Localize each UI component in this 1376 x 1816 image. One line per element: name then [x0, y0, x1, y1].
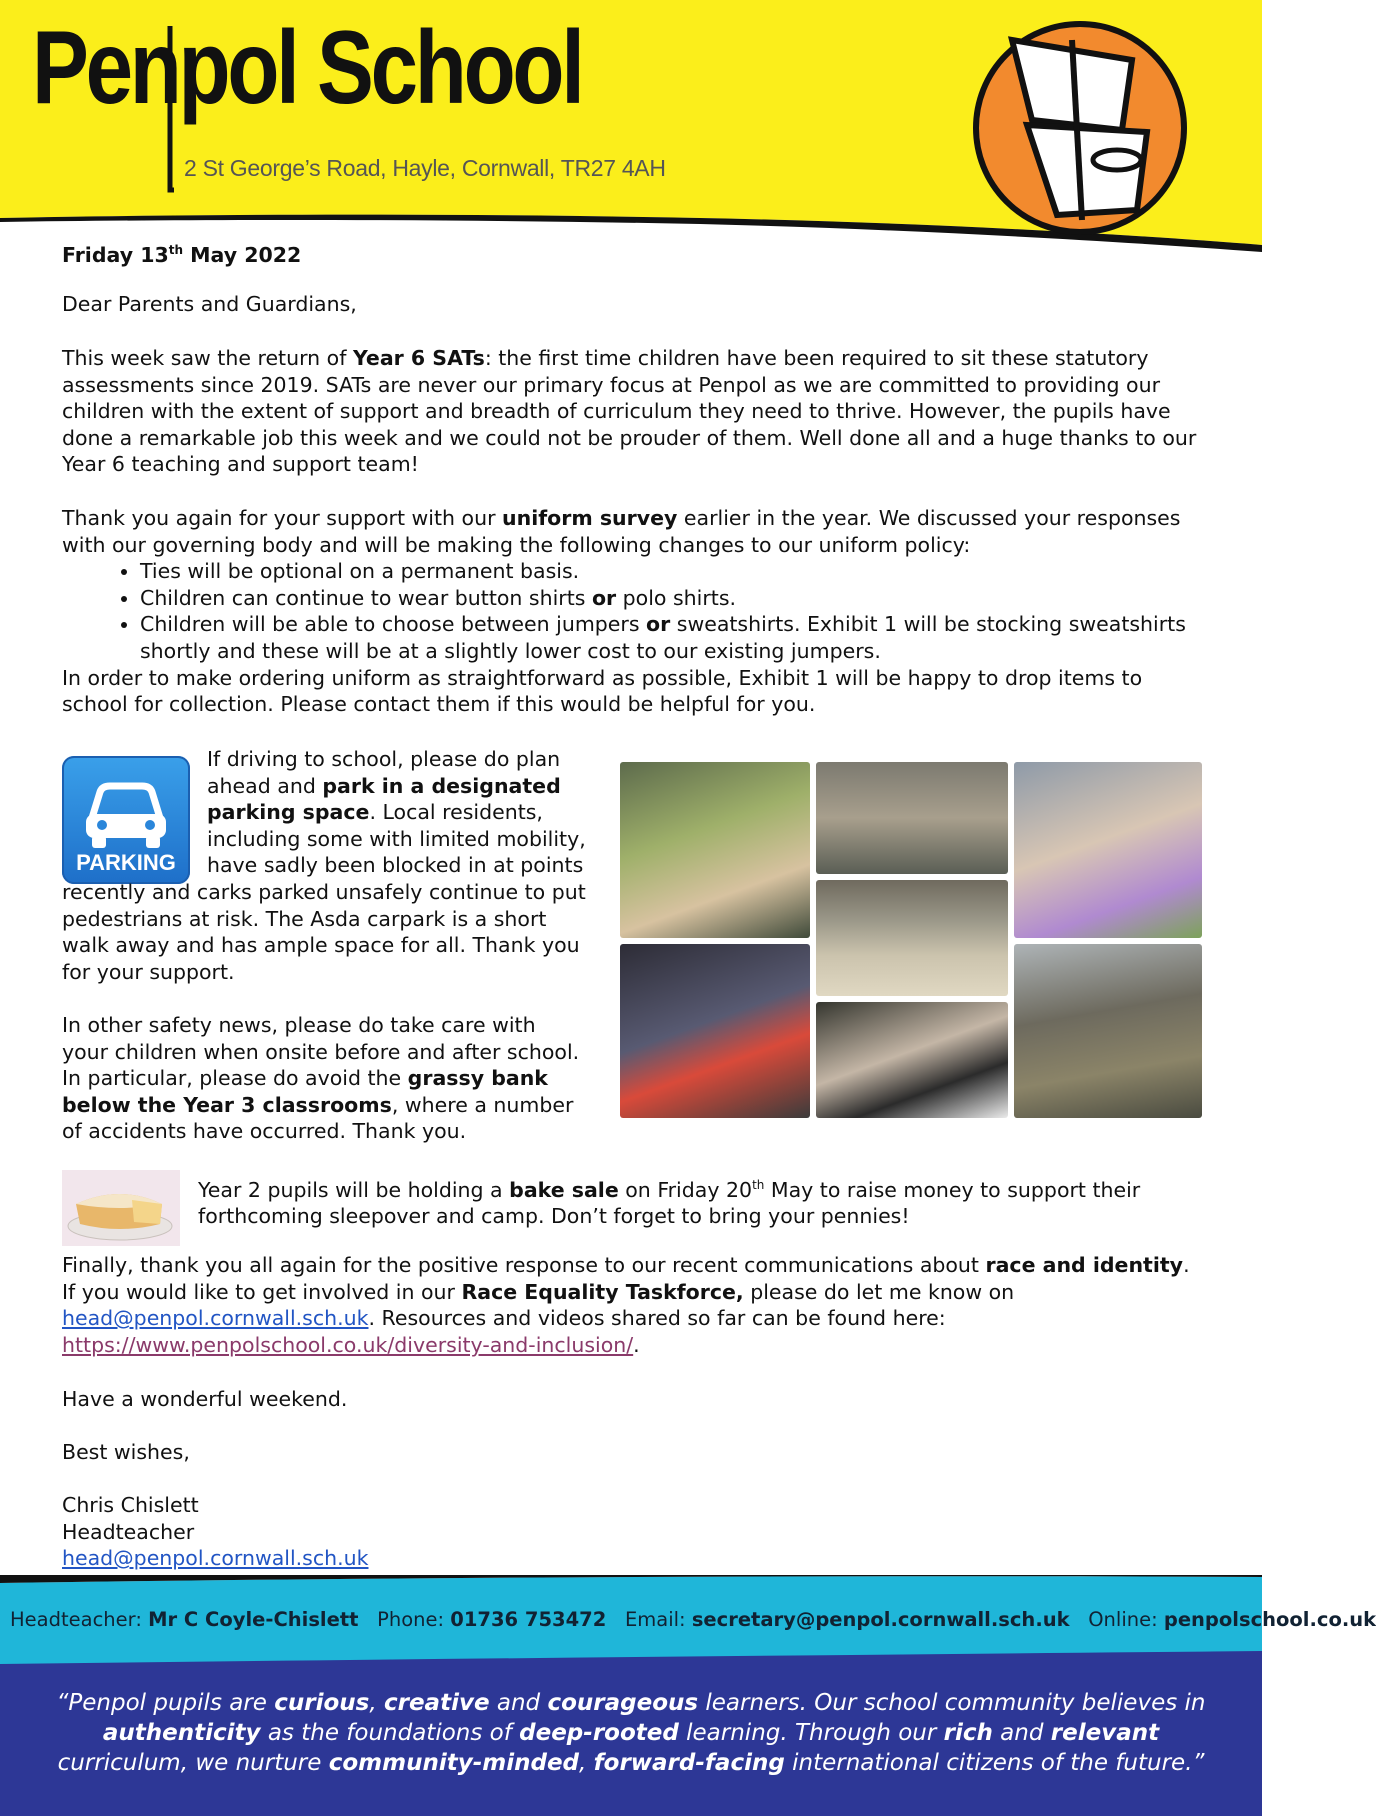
- date-day: Friday 13: [62, 242, 169, 267]
- closing: [62, 1386, 1202, 1413]
- letterhead: [0, 0, 1262, 260]
- footer-email: secretary@penpol.cornwall.sch.uk: [691, 1608, 1070, 1631]
- signature-email-link[interactable]: head@penpol.cornwall.sch.uk: [62, 1546, 369, 1571]
- uniform-ordering-text: In order to make ordering uniform as straightforward as possible, Exhibit 1 will be happy to drop items to school for collection. Please contact them if this would be helpful for you.: [62, 665, 1143, 717]
- cake-icon: [62, 1170, 180, 1246]
- parking-text-c: . Local residents, including some with limited mobility, have sadly been blocked in at points recently and carks parked unsafely continue to put pedestrians at risk. The Asda carpark is a short walk away and has ample space for all. Thank you for your support.: [62, 800, 586, 984]
- date-rest: May 2022: [183, 242, 302, 267]
- diversity-link[interactable]: https://www.penpolschool.co.uk/diversity-and-inclusion/: [62, 1332, 634, 1357]
- signature-name: Chris Chislett: [62, 1493, 199, 1517]
- parking-text-a: If driving to school, please do plan ahead and: [207, 747, 561, 798]
- sats-text-c: : the first time children have been required to sit these statutory assessments since 2019. SATs are never our primary focus at Penpol as we are committed to providing our children with the extent of support and breadth of curriculum they need to thrive. However, the pupils have done a remarkable job this week and we could not be prouder of them. Well done all and a huge thanks to our Year 6 teaching and support team!: [62, 346, 1197, 477]
- closing-weekend: Have a wonderful weekend.: [62, 1387, 348, 1411]
- list-item: • Children will be able to choose between jumpers or sweatshirts. Exhibit 1 will be stocking sweatshirts shortly and these will be at a slightly lower cost to our existing jumpers.: [140, 611, 1202, 664]
- safety-paragraph: [62, 1012, 582, 1145]
- photo: [816, 1002, 1008, 1118]
- safety-text-c: , where a number of accidents have occurred. Thank you.: [62, 1092, 574, 1144]
- trip-photo-collage: [620, 762, 1202, 1118]
- race-equality-paragraph: Finally, thank you all again for the positive response to our recent communications about race and identity. If you would like to get involved in our Race Equality Taskforce, please do let me know on head@penpol.cornwall.sch.uk. Resources and videos shared so far can be found here: https://www.penpolschool.co.uk/diversity-and-inclusion/.: [62, 1253, 1190, 1357]
- date-suffix: th: [168, 243, 184, 257]
- cake-image: [62, 1170, 180, 1246]
- parking-paragraph: [62, 746, 592, 985]
- photo: [1014, 762, 1202, 938]
- parking-label: PARKING: [76, 850, 176, 875]
- signature-block: [62, 1492, 1202, 1572]
- signature-role: Headteacher: [62, 1519, 195, 1544]
- school-address: 2 St George’s Road, Hayle, Cornwall, TR27 4AH: [184, 155, 666, 181]
- parking-bold: park in a designated parking space: [207, 773, 561, 825]
- photo: [620, 944, 810, 1118]
- uniform-section: [62, 505, 1202, 718]
- school-ship-logo: [972, 20, 1172, 240]
- bake-sale-paragraph: Year 2 pupils will be holding a bake sale on Friday 20th May to raise money to support their forthcoming sleepover and camp. Don’t forget to bring your pennies!: [198, 1177, 1141, 1229]
- sats-text-a: This week saw the return of: [62, 346, 353, 370]
- photo: [816, 880, 1008, 996]
- uniform-bold: uniform survey: [502, 506, 678, 530]
- school-name: Penpol School: [32, 10, 582, 126]
- head-email-link[interactable]: head@penpol.cornwall.sch.uk: [62, 1306, 369, 1331]
- sats-bold: Year 6 SATs: [352, 346, 485, 370]
- uniform-text-a: Thank you again for your support with our: [62, 506, 503, 530]
- letter-date: [62, 237, 1202, 268]
- footer-headteacher: Mr C Coyle-Chislett: [148, 1608, 359, 1631]
- best-wishes: Best wishes,: [62, 1440, 190, 1464]
- footer-phone: 01736 753472: [450, 1608, 607, 1631]
- uniform-text-c: earlier in the year. We discussed your responses with our governing body and will be making the following changes to our uniform policy:: [62, 506, 1181, 557]
- safety-bold: grassy bank below the Year 3 classrooms: [62, 1066, 548, 1117]
- photo: [1014, 944, 1202, 1118]
- list-item: • Ties will be optional on a permanent basis.: [140, 558, 1202, 585]
- bake-sale-bold: bake sale: [509, 1177, 619, 1202]
- footer-contact-line: Headteacher: Mr C Coyle-Chislett Phone: 01736 753472 Email: secretary@penpol.cornwall.sch.uk Online: penpolschool.co.uk: [10, 1608, 1376, 1631]
- uniform-changes-list: [62, 558, 1202, 664]
- footer-website: penpolschool.co.uk: [1163, 1608, 1376, 1631]
- photo: [816, 762, 1008, 874]
- greeting: [62, 291, 1202, 318]
- sign-off: [62, 1439, 1202, 1466]
- photo: [620, 762, 810, 938]
- greeting-text: Dear Parents and Guardians,: [62, 292, 357, 316]
- list-item: • Children can continue to wear button shirts or polo shirts.: [140, 585, 1202, 612]
- school-ethos-quote: “Penpol pupils are curious, creative and courageous learners. Our school community believes in authenticity as the foundations of deep-rooted learning. Through our rich and relevant curriculum, we nurture community-minded, forward-facing international citizens of the future.”: [56, 1690, 1206, 1776]
- safety-text-a: In other safety news, please do take care with your children when onsite before and after school. In particular, please do avoid the: [62, 1013, 580, 1091]
- sats-paragraph: [62, 345, 1202, 478]
